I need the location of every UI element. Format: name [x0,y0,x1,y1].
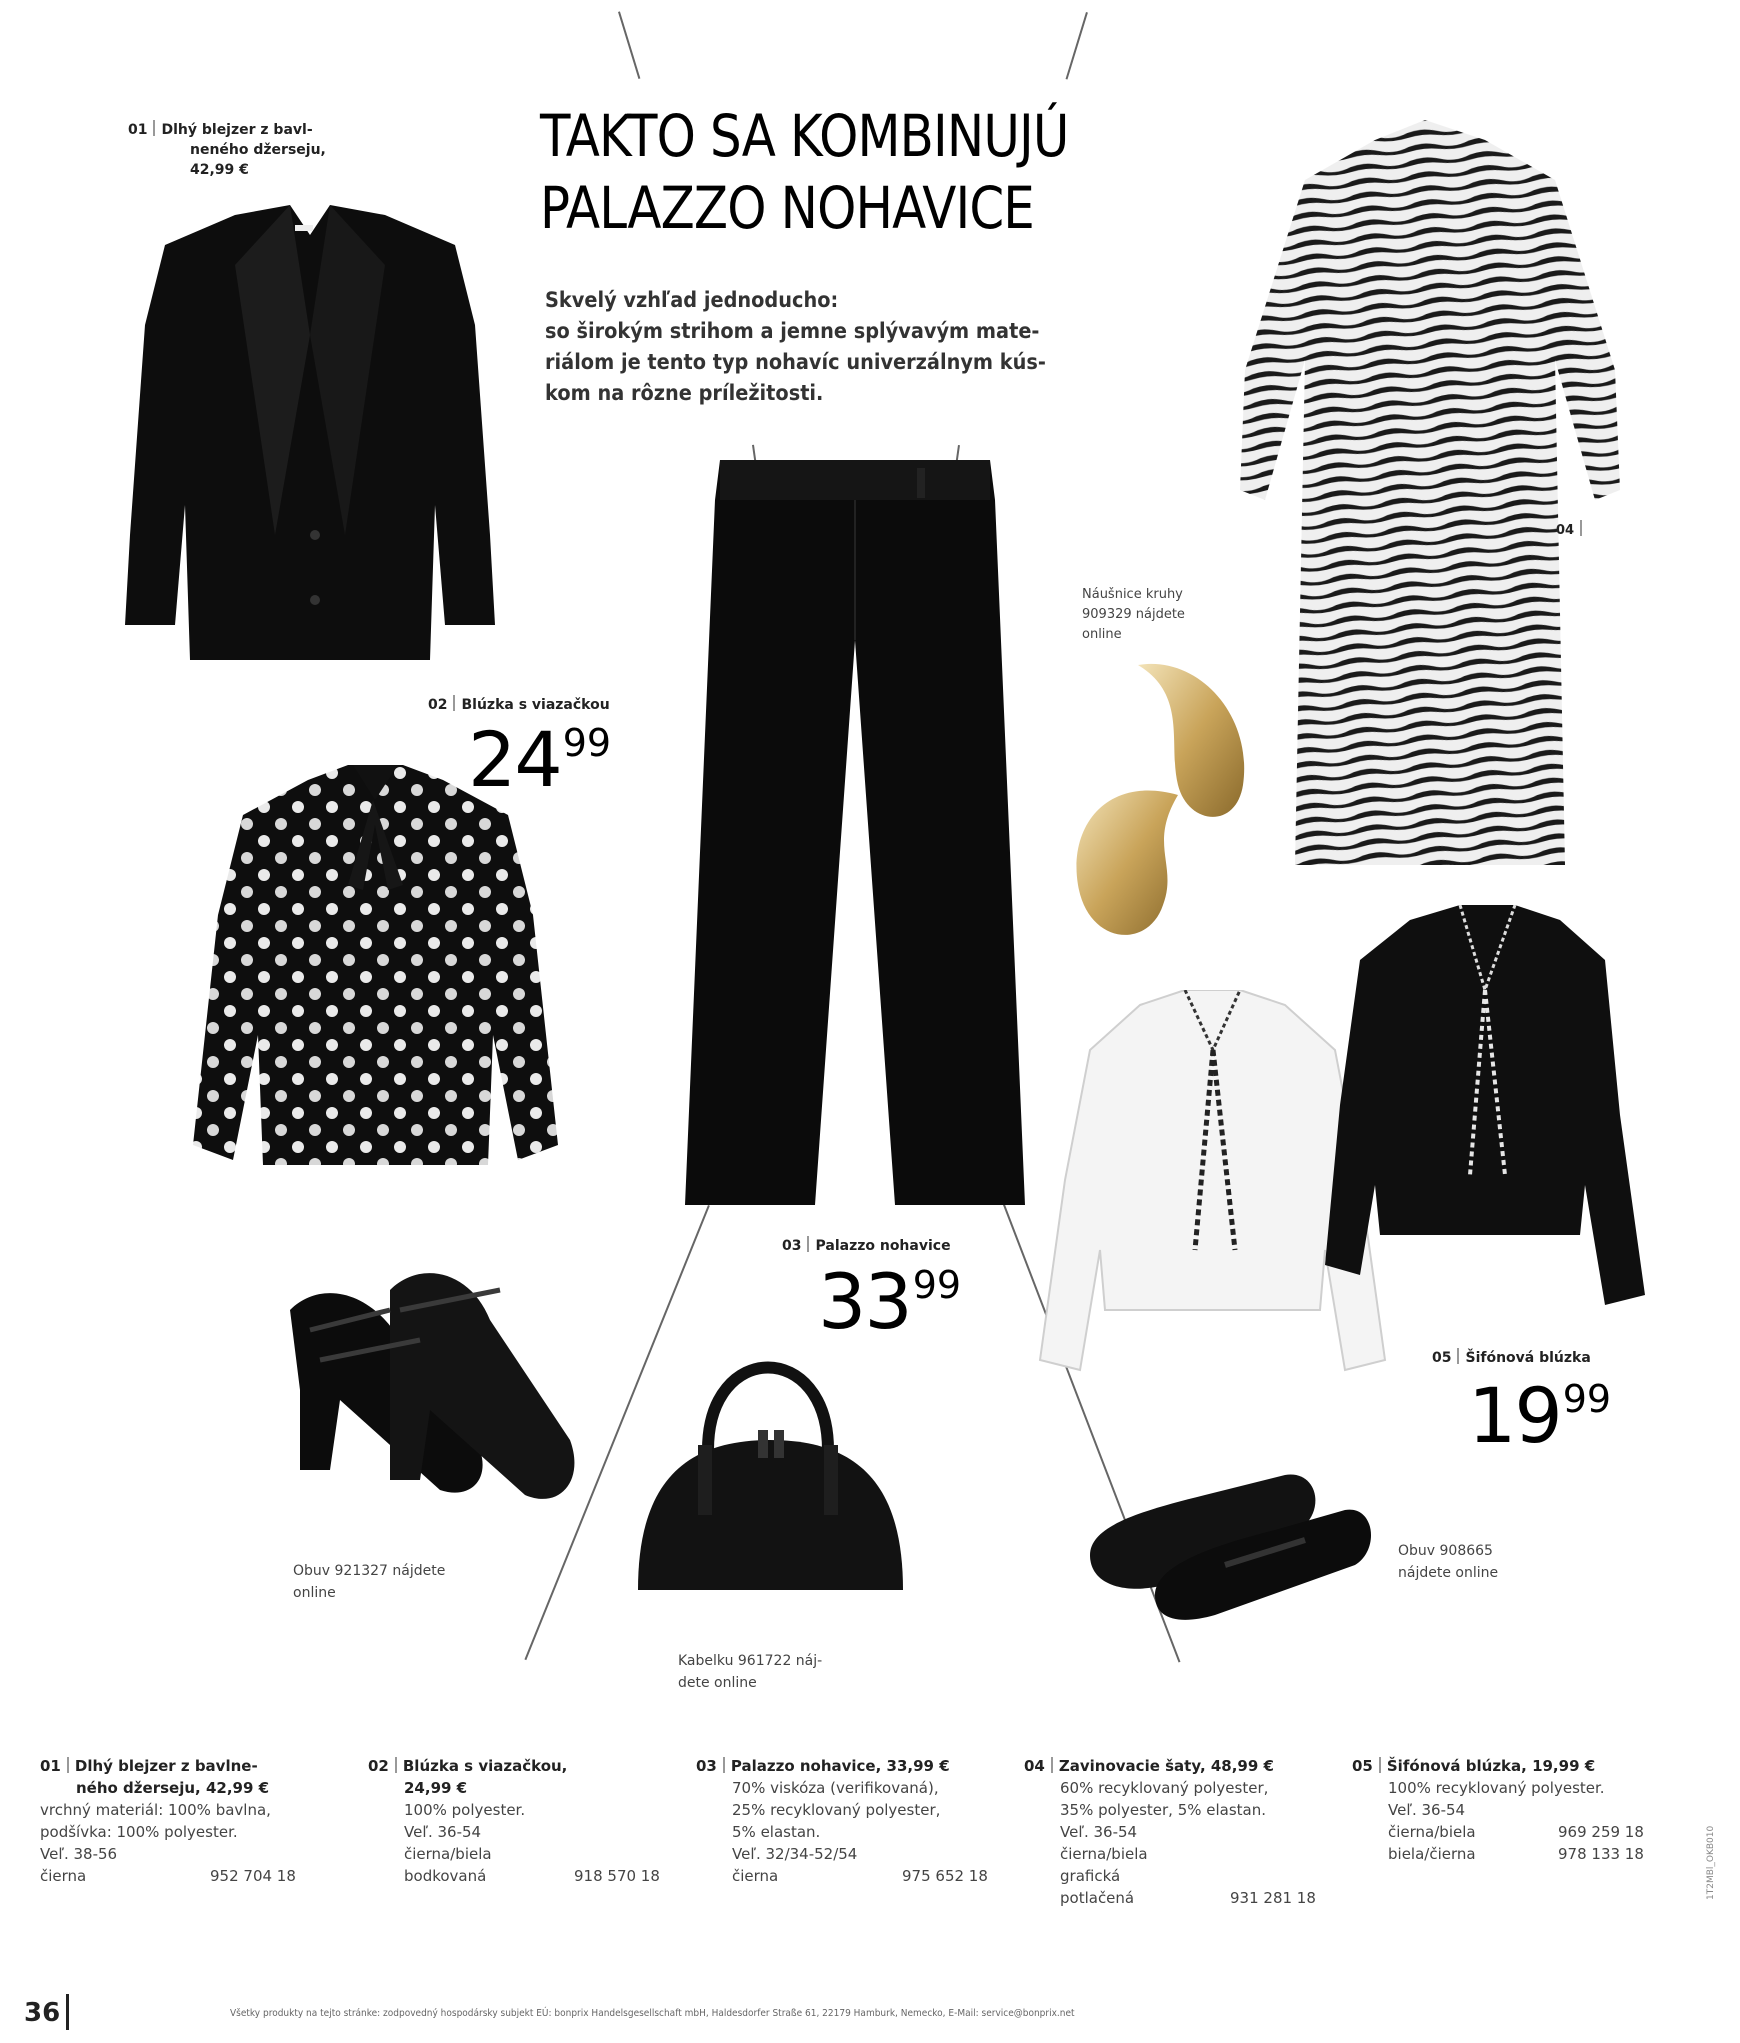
detail-line: 70% viskóza (verifikovaná), [732,1779,939,1797]
price-cents: 99 [1562,1377,1612,1421]
product-image-polka-blouse[interactable] [188,765,563,1185]
separator [723,1757,725,1773]
detail-line: 100% polyester. [404,1801,526,1819]
note-handbag [678,1650,822,1694]
product-image-strap-shoes[interactable] [280,1250,590,1540]
product-image-palazzo-trousers[interactable] [665,460,1045,1205]
item-name-cont: neného džerseju, [190,142,326,158]
callout-04 [1556,520,1588,541]
separator [1457,1348,1459,1364]
detail-line: 35% polyester, 5% elastan. [1060,1801,1267,1819]
connector-line [1066,12,1088,80]
note-line: dete online [678,1675,757,1691]
sku-color: potlačená [1060,1889,1135,1907]
callout-03 [782,1236,951,1256]
detail-column-04 [1024,1755,1352,1909]
item-name: Šifónová blúzka [1465,1350,1591,1366]
handbag-illustration [628,1330,913,1600]
page-number-divider [66,1994,69,2030]
intro-line: riálom je tento typ nohavíc univerzálnym kús- [545,350,1046,374]
product-image-wrap-dress[interactable] [1225,120,1635,865]
wrap-dress-illustration [1225,120,1635,865]
sku-row [1024,1887,1352,1909]
sku-color: čierna/biela [1388,1823,1476,1841]
sku-row [1352,1821,1680,1843]
sku-row [696,1865,1024,1887]
detail-line: podšívka: 100% polyester. [40,1823,238,1841]
page-headline [540,100,1068,244]
price-03 [818,1257,962,1346]
separator [453,695,455,711]
item-price: 42,99 € [190,162,249,178]
detail-title [368,1755,696,1777]
detail-line: Veľ. 36-54 [404,1823,482,1841]
note-strap-shoes [293,1560,445,1604]
price-cents: 99 [562,721,612,765]
detail-title-text: Dlhý blejzer z bavlne- [74,1757,258,1775]
loafers-illustration [1085,1455,1375,1620]
note-line: nájdete online [1398,1565,1499,1581]
note-line: Obuv 908665 [1398,1543,1493,1559]
intro-text [545,285,1046,409]
separator [1379,1757,1381,1773]
price-euros: 19 [1468,1371,1561,1460]
sku-code: 969 259 18 [1558,1823,1644,1841]
detail-column-01 [40,1755,368,1909]
item-number: 05 [1352,1757,1373,1775]
note-earrings [1082,585,1185,645]
connector-line [618,11,640,79]
detail-line: Veľ. 36-54 [1060,1823,1138,1841]
note-line: online [1082,627,1122,642]
item-number: 01 [128,122,148,138]
detail-line: 5% elastan. [732,1823,821,1841]
strap-shoes-illustration [280,1250,590,1540]
price-05 [1468,1371,1612,1460]
headline-line-2: PALAZZO NOHAVICE [540,174,1034,242]
detail-line: 100% recyklovaný polyester. [1388,1779,1605,1797]
detail-column-02 [368,1755,696,1909]
detail-title [1352,1755,1680,1777]
sku-color: biela/čierna [1388,1845,1476,1863]
product-image-blazer[interactable] [115,205,505,660]
side-print-code: 1T2MBl_OKB010 [1706,1825,1716,1900]
sku-code: 975 652 18 [902,1867,988,1885]
price-euros: 33 [818,1257,911,1346]
price-euros: 24 [468,715,561,804]
detail-title-text: Zavinovacie šaty, 48,99 € [1058,1757,1274,1775]
sku-code: 931 281 18 [1230,1889,1316,1907]
sku-row [368,1865,696,1887]
callout-02 [428,695,610,715]
detail-title-cont: 24,99 € [404,1779,468,1797]
sku-code: 952 704 18 [210,1867,296,1885]
trousers-illustration [665,460,1045,1205]
sku-color: bodkovaná [404,1867,487,1885]
item-name: Blúzka s viazačkou [461,697,610,713]
product-image-loafers[interactable] [1085,1455,1375,1620]
headline-line-1: TAKTO SA KOMBINUJÚ [540,102,1069,170]
separator [807,1236,809,1252]
detail-line: Veľ. 32/34-52/54 [732,1845,858,1863]
product-image-handbag[interactable] [628,1330,913,1600]
detail-title-cont: ného džerseju, 42,99 € [76,1779,270,1797]
footer-legal-text: Všetky produkty na tejto stránke: zodpovedný hospodársky subjekt EÚ: bonprix Handelsgesellschaft mbH, Haldesdorfer Straße 61, 22179 Hamburk, Nemecko, E-Mail: service@bonprix.net [230,2008,1075,2019]
polka-blouse-illustration [188,765,563,1185]
detail-line: 25% recyklovaný polyester, [732,1801,941,1819]
callout-05 [1432,1348,1591,1368]
detail-title-text: Šifónová blúzka, 19,99 € [1386,1757,1596,1775]
separator [1051,1757,1053,1773]
product-image-chiffon-blouse[interactable] [1320,905,1645,1320]
item-name: Palazzo nohavice [815,1238,951,1254]
sku-code: 978 133 18 [1558,1845,1644,1863]
note-line: online [293,1585,336,1601]
product-details [40,1755,1680,1909]
price-cents: 99 [912,1263,962,1307]
note-line: Obuv 921327 nájdete [293,1563,446,1579]
item-number: 04 [1556,523,1575,538]
detail-title [696,1755,1024,1777]
item-number: 03 [782,1238,802,1254]
sku-row [40,1865,368,1887]
detail-title [40,1755,368,1777]
detail-column-03 [696,1755,1024,1909]
detail-title [1024,1755,1352,1777]
note-loafers [1398,1540,1498,1584]
detail-line: Veľ. 36-54 [1388,1801,1466,1819]
item-number: 03 [696,1757,717,1775]
detail-line: 60% recyklovaný polyester, [1060,1779,1269,1797]
item-number: 02 [428,697,448,713]
detail-line: Veľ. 38-56 [40,1845,118,1863]
intro-line: Skvelý vzhľad jednoducho: [545,288,839,312]
sku-color: čierna [40,1867,87,1885]
intro-line: kom na rôzne príležitosti. [545,381,824,405]
item-number: 04 [1024,1757,1045,1775]
item-number: 02 [368,1757,389,1775]
chiffon-blouse-illustration [1320,905,1645,1320]
sku-row [1352,1843,1680,1865]
separator [395,1757,397,1773]
note-line: 909329 nájdete [1082,607,1185,622]
separator [153,120,155,136]
separator [67,1757,69,1773]
detail-column-05 [1352,1755,1680,1909]
separator [1580,520,1582,536]
callout-01 [128,120,326,180]
blazer-illustration [115,205,505,660]
detail-line: vrchný materiál: 100% bavlna, [40,1801,271,1819]
item-number: 01 [40,1757,61,1775]
item-name: Dlhý blejzer z bavl- [161,122,313,138]
sku-code: 918 570 18 [574,1867,660,1885]
detail-title-text: Palazzo nohavice, 33,99 € [730,1757,950,1775]
intro-line: so širokým strihom a jemne splývavým mate- [545,319,1040,343]
detail-line: čierna/biela [1060,1845,1148,1863]
detail-line: čierna/biela [404,1845,492,1863]
detail-line: grafická [1060,1867,1121,1885]
note-line: Náušnice kruhy [1082,587,1183,602]
sku-color: čierna [732,1867,779,1885]
note-line: Kabelku 961722 náj- [678,1653,823,1669]
detail-title-text: Blúzka s viazačkou, [402,1757,568,1775]
item-number: 05 [1432,1350,1452,1366]
page-number: 36 [24,1998,61,2028]
